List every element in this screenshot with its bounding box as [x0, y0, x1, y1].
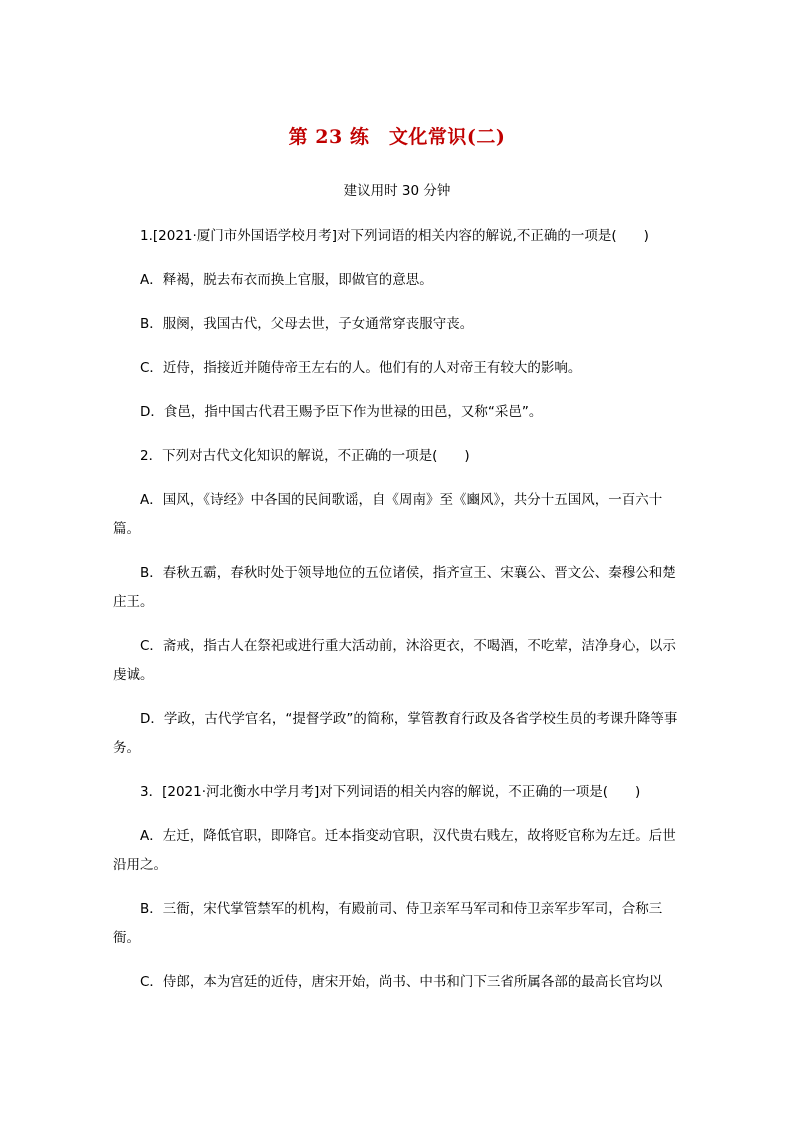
- question-1-option-c: C．近侍，指接近并随侍帝王左右的人。他们有的人对帝王有较大的影响。: [140, 360, 582, 376]
- question-2-stem: 2．下列对古代文化知识的解说，不正确的一项是( ): [140, 448, 470, 464]
- suggested-time: 建议用时 30 分钟: [343, 183, 451, 199]
- question-1-option-d: D．食邑，指中国古代君王赐予臣下作为世禄的田邑，又称“采邑”。: [140, 404, 543, 420]
- page-title: 第 23 练 文化常识(二): [288, 126, 506, 148]
- question-1-stem: 1.[2021·厦门市外国语学校月考]对下列词语的相关内容的解说,不正确的一项是( ): [140, 228, 649, 244]
- question-3-option-a: A．左迁，降低官职，即降官。迁本指变动官职，汉代贵右贱左，故将贬官称为左迁。后世沿用之。: [113, 828, 676, 873]
- question-3-option-b: B．三衙，宋代掌管禁军的机构，有殿前司、侍卫亲军马军司和侍卫亲军步军司，合称三衙。: [113, 901, 663, 946]
- document-body: [113, 222, 681, 1012]
- question-2-option-b: B．春秋五霸，春秋时处于领导地位的五位诸侯，指齐宣王、宋襄公、晋文公、秦穆公和楚庄王。: [113, 565, 676, 610]
- question-2-option-c: C．斋戒，指古人在祭祀或进行重大活动前，沐浴更衣，不喝酒，不吃荤，洁净身心，以示虔诚。: [113, 638, 676, 683]
- question-1-option-a: A．释褐，脱去布衣而换上官服，即做官的意思。: [140, 272, 433, 288]
- question-1-option-b: B．服阕，我国古代，父母去世，子女通常穿丧服守丧。: [140, 316, 474, 332]
- question-3-option-c: C．侍郎，本为宫廷的近侍，唐宋开始，尚书、中书和门下三省所属各部的最高长官均以: [140, 974, 663, 990]
- question-2-option-d: D．学政，古代学官名，“提督学政”的简称，掌管教育行政及各省学校生员的考课升降等事务。: [113, 711, 678, 756]
- question-2-option-a: A．国风，《诗经》中各国的民间歌谣，自《周南》至《豳风》，共分十五国风，一百六十篇。: [113, 492, 663, 537]
- question-3-stem: 3．[2021·河北衡水中学月考]对下列词语的相关内容的解说，不正确的一项是( ): [140, 784, 641, 800]
